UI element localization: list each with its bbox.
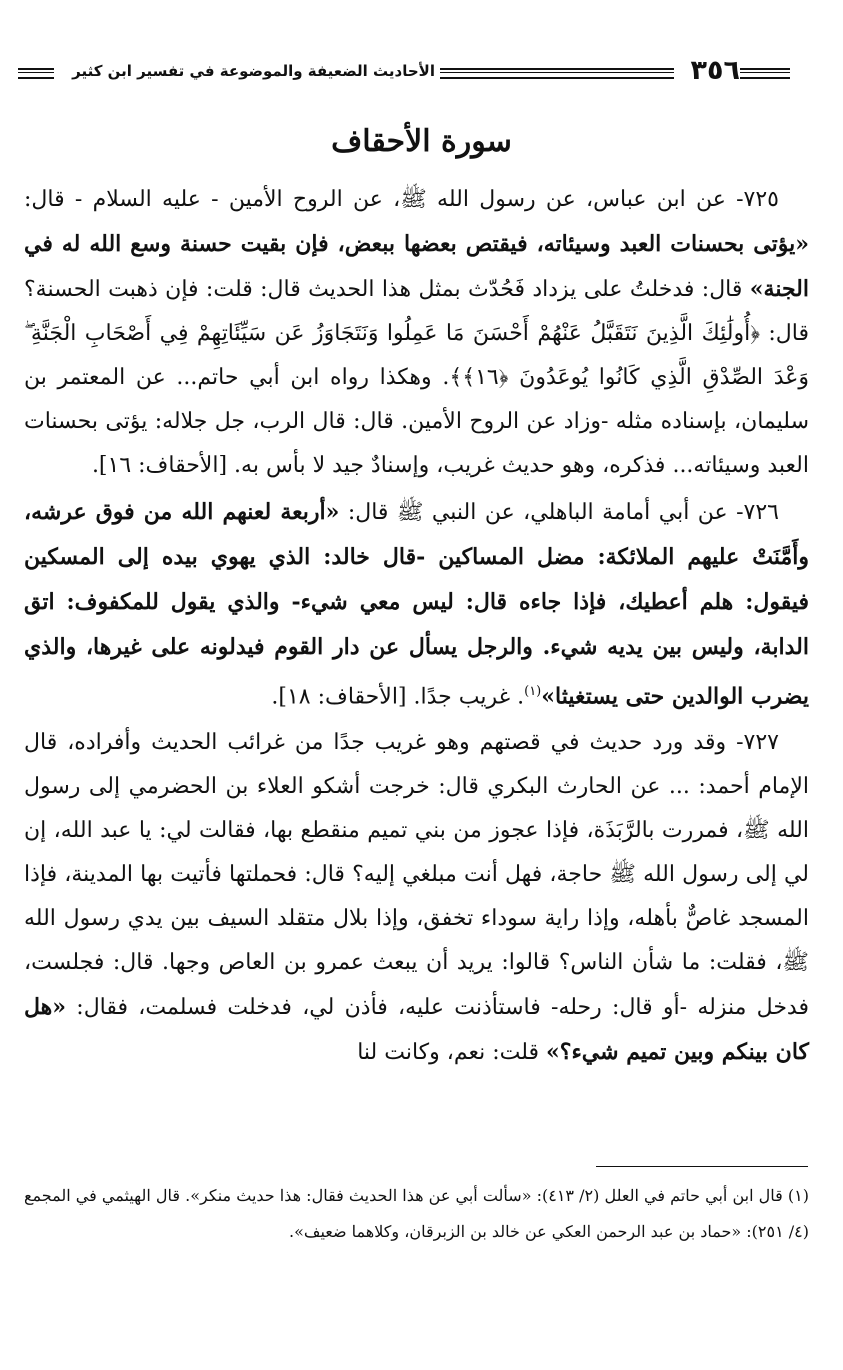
hadith-text: ٧٢٦- عن أبي أمامة الباهلي، عن النبي ﷺ قال: (339, 500, 779, 525)
header-rule-right (740, 68, 790, 79)
hadith-726 (24, 490, 809, 719)
footnote-marker: (١) (524, 684, 542, 699)
hadith-text: ٧٢٥- عن ابن عباس، عن رسول الله ﷺ، عن الروح الأمين - عليه السلام - قال: (24, 187, 779, 212)
hadith-text: ٧٢٧- وقد ورد حديث في قصتهم وهو غريب جدًا من غرائب الحديث وأفراده، قال الإمام أحمد: ... عن الحارث البكري قال: خرجت أشكو العلاء بن الحضرمي إلى رسول الله ﷺ، فمررت بالرَّبَذَة، فإذا عجوز من بني تميم منقطع بها، فقالت لي: يا عبد الله، إن لي إلى رسول الله ﷺ حاجة، فهل أنت مبلغي إليه؟ قال: فحملتها فأتيت بها المدينة، فإذا المسجد غاصٌّ بأهله، وإذا راية سوداء تخفق، وإذا بلال متقلد السيف بين يدي رسول الله ﷺ، فقلت: ما شأن الناس؟ قالوا: يريد أن يبعث عمرو بن العاص وجها. قال: فجلست، فدخل منزله -أو قال: رحله- فاستأذنت عليه، فأذن لي، فدخلت فسلمت، فقال: (24, 730, 809, 1021)
hadith-quote: «يؤتى بحسنات العبد وسيئاته، فيقتص بعضها ببعض، فإن بقيت حسنة وسع الله له في الجنة» (24, 231, 809, 302)
hadith-quote: «أربعة لعنهم الله من فوق عرشه، وأَمَّنَتْ عليهم الملائكة: مضل المساكين -قال خالد: الذي يهوي بيده إلى المسكين فيقول: هلم أعطيك، فإذا جاءه قال: ليس معي شيء- والذي يقول للمكفوف: اتق الدابة، وليس بين يديه شيء. والرجل يسأل عن دار القوم فيدلونه على غيرها، والذي يضرب الوالدين حتى يستغيثا» (24, 499, 809, 710)
footnotes (24, 1178, 809, 1250)
hadith-text: قال: فدخلتُ على يزداد فَحُدّث بمثل هذا الحديث قال: قلت: فإن ذهبت الحسنة؟ قال: ﴿أُولَٰئِكَ الَّذِينَ نَتَقَبَّلُ عَنْهُمْ أَحْسَنَ مَا عَمِلُوا وَنَتَجَاوَزُ عَن سَيِّئَاتِهِمْ فِي أَصْحَابِ الْجَنَّةِ ۖ وَعْدَ الصِّدْقِ الَّذِي كَانُوا يُوعَدُونَ ﴿١٦﴾﴾. وهكذا رواه ابن أبي حاتم... عن المعتمر بن سليمان، بإسناده مثله -وزاد عن الروح الأمين. قال: قال الرب، جل جلاله: يؤتى بحسنات العبد وسيئاته... فذكره، وهو حديث غريب، وإسنادٌ جيد لا بأس به. [الأحقاف: ١٦]. (24, 277, 809, 478)
header-title: الأحاديث الضعيفة والموضوعة في تفسير ابن كثير (72, 62, 435, 80)
hadith-quote: «هل كان بينكم وبين تميم شيء؟» (24, 994, 809, 1066)
main-text (24, 178, 809, 1075)
page-number: ٣٥٦ (690, 55, 740, 86)
footnote-1: (١) قال ابن أبي حاتم في العلل (٢/ ٤١٣): «سألت أبي عن هذا الحديث فقال: هذا حديث منكر». قال الهيثمي في المجمع (٤/ ٢٥١): «حماد بن عبد الرحمن العكي عن خالد بن الزبرقان، وكلاهما ضعيف». (24, 1186, 809, 1241)
footnote-separator (596, 1166, 808, 1167)
running-header (18, 56, 790, 88)
hadith-text: قلت: نعم، وكانت لنا (357, 1040, 547, 1066)
hadith-727 (24, 721, 809, 1075)
hadith-text: . غريب جدًا. [الأحقاف: ١٨]. (271, 684, 525, 710)
surah-title: سورة الأحقاف (331, 124, 512, 159)
header-rule-left (18, 68, 54, 79)
header-rule-middle (440, 68, 674, 79)
hadith-725 (24, 178, 809, 488)
